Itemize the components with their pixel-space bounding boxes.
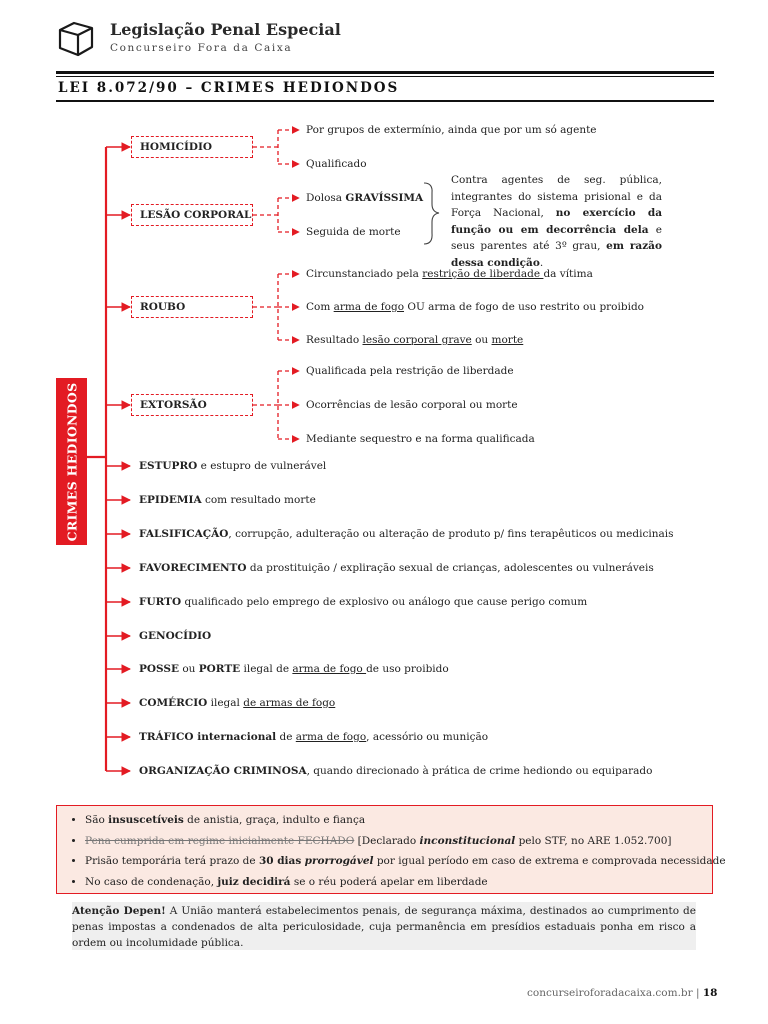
roubo-item-3: Resultado lesão corporal grave ou morte <box>306 334 524 346</box>
crime-epidemia: EPIDEMIA com resultado morte <box>139 494 316 506</box>
info-box <box>56 805 726 894</box>
lesao-note: Contra agentes de seg. pública, integrantes do sistema prisional e da Força Nacional, no exercício da função ou em decorrência dela e seus parentes até 3º grau, em razão dessa condição. <box>451 174 662 269</box>
info-bullet-4: • No caso de condenação, juiz decidirá se o réu poderá apelar em liberdade <box>85 872 712 893</box>
category-homicidio: HOMICÍDIO <box>131 136 253 158</box>
section-title: LEI 8.072/90 – CRIMES HEDIONDOS <box>58 80 400 96</box>
attention-depen-note: Atenção Depen! A União manterá estabelecimentos penais, de segurança máxima, destinados ao cumprimento de penas impostas a condenados de alta periculosidade, cuja permanência em presídios estaduais ponha em risco a ordem ou incolumidade pública. <box>72 902 696 950</box>
homicidio-item-1: Por grupos de extermínio, ainda que por um só agente <box>306 124 597 136</box>
document-title: Legislação Penal Especial <box>110 20 341 39</box>
extorsao-item-3: Mediante sequestro e na forma qualificada <box>306 433 535 445</box>
crime-furto: FURTO qualificado pelo emprego de explosivo ou análogo que cause perigo comum <box>139 596 588 608</box>
crime-comercio: COMÉRCIO ilegal de armas de fogo <box>139 697 336 709</box>
page-number: 18 <box>702 987 718 999</box>
info-bullet-2: • Pena cumprida em regime inicialmente FECHADO [Declarado inconstitucional pelo STF, no ARE 1.052.700] <box>85 831 712 852</box>
crime-posse-porte: POSSE ou PORTE ilegal de arma de fogo de uso proibido <box>139 663 449 675</box>
roubo-item-1: Circunstanciado pela restrição de liberdade da vítima <box>306 268 593 280</box>
document-subtitle: Concurseiro Fora da Caixa <box>110 42 293 54</box>
crime-organizacao: ORGANIZAÇÃO CRIMINOSA, quando direcionado à prática de crime hediondo ou equiparado <box>139 765 653 777</box>
crime-favorecimento: FAVORECIMENTO da prostituição / expliração sexual de crianças, adolescentes ou vulneráveis <box>139 562 654 574</box>
category-extorsao: EXTORSÃO <box>131 394 253 416</box>
roubo-item-2: Com arma de fogo OU arma de fogo de uso restrito ou proibido <box>306 301 644 313</box>
crime-trafico: TRÁFICO internacional de arma de fogo, acessório ou munição <box>139 731 489 743</box>
homicidio-item-2: Qualificado <box>306 158 367 170</box>
extorsao-item-1: Qualificada pela restrição de liberdade <box>306 365 514 377</box>
info-bullet-1: • São insuscetíveis de anistia, graça, indulto e fiança <box>85 810 712 831</box>
extorsao-item-2: Ocorrências de lesão corporal ou morte <box>306 399 518 411</box>
info-bullet-3: • Prisão temporária terá prazo de 30 dias prorrogável por igual período em caso de extrema e comprovada necessidade <box>85 851 712 872</box>
crime-genocidio: GENOCÍDIO <box>139 630 212 642</box>
category-roubo: ROUBO <box>131 296 253 318</box>
curly-brace <box>424 183 439 244</box>
lesao-item-2: Seguida de morte <box>306 226 401 238</box>
crimes-hediondos-label <box>56 378 87 545</box>
vertical-label-text: CRIMES HEDIONDOS <box>64 382 79 541</box>
page-footer: concurseiroforadacaixa.com.br | 18 <box>527 987 718 999</box>
category-lesao-corporal: LESÃO CORPORAL <box>131 204 253 226</box>
footer-site: concurseiroforadacaixa.com.br <box>527 987 693 999</box>
crime-falsificacao: FALSIFICAÇÃO, corrupção, adulteração ou alteração de produto p/ fins terapêuticos ou medicinais <box>139 528 674 540</box>
crime-estupro: ESTUPRO e estupro de vulnerável <box>139 460 327 472</box>
lesao-item-1: Dolosa GRAVÍSSIMA <box>306 192 424 204</box>
